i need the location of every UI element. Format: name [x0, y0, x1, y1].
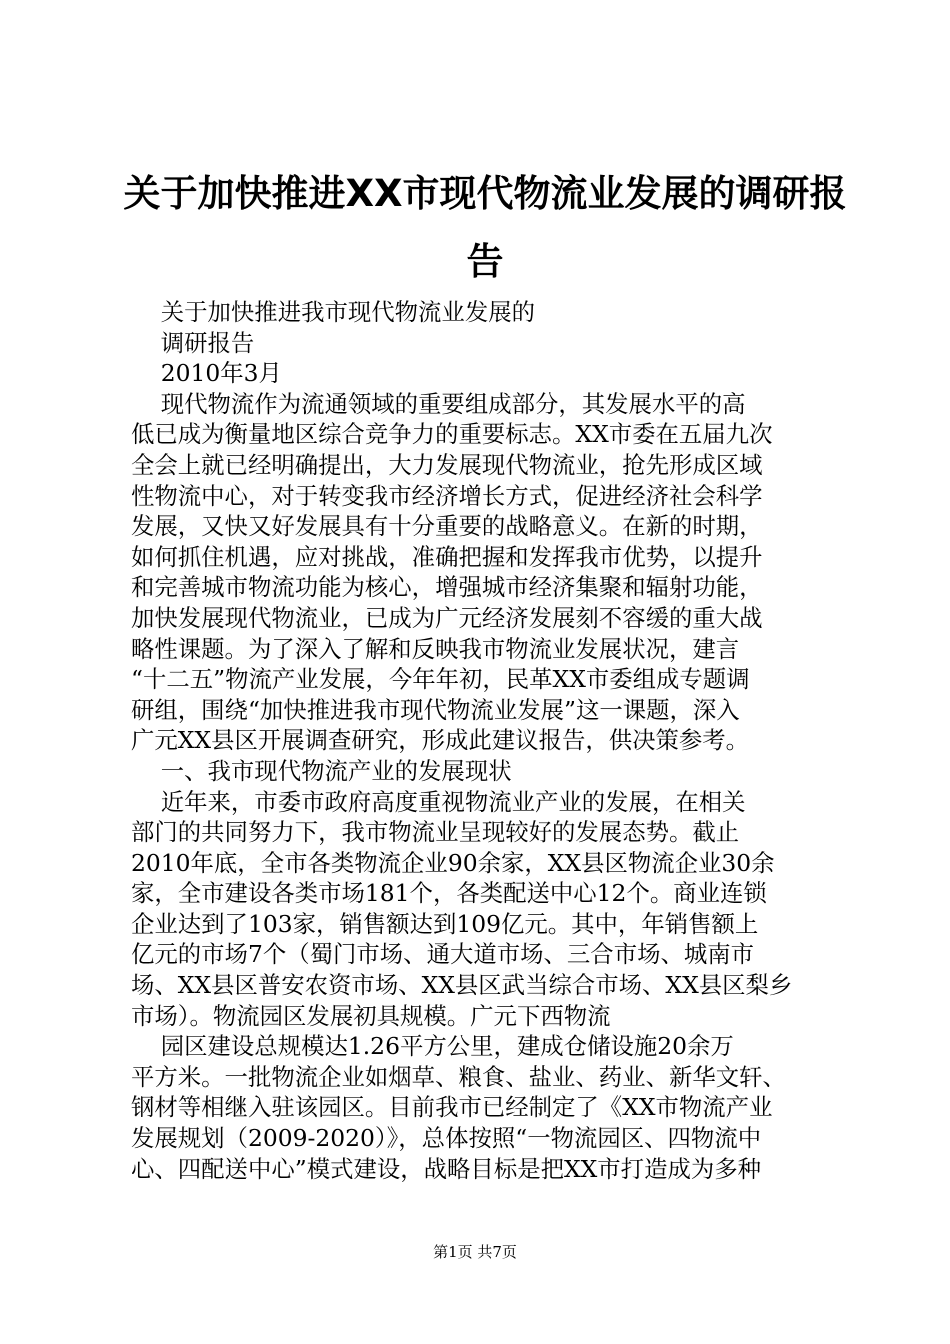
body-line: 现代物流作为流通领域的重要组成部分，其发展水平的高	[131, 389, 746, 418]
subtitle-line: 关于加快推进我市现代物流业发展的	[131, 298, 535, 326]
body-line: 企业达到了103家，销售额达到109亿元。其中，年销售额上	[131, 909, 759, 938]
document-body	[131, 297, 831, 1184]
body-line: 市场）。物流园区发展初具规模。广元下西物流	[131, 1001, 611, 1030]
body-line: 平方米。一批物流企业如烟草、粮食、盐业、药业、新华文轩、	[131, 1062, 786, 1091]
body-line: 场、XX县区普安农资市场、XX县区武当综合市场、XX县区梨乡	[131, 971, 793, 1000]
body-line: 家，全市建设各类市场181个，各类配送中心12个。商业连锁	[131, 879, 767, 908]
body-line: 广元XX县区开展调查研究，形成此建议报告，供决策参考。	[131, 726, 750, 755]
title-line-1: 关于加快推进XX市现代物流业发展的调研报	[123, 172, 847, 215]
body-line: 部门的共同努力下，我市物流业呈现较好的发展态势。截止	[131, 818, 740, 847]
body-line: 发展规划（2009-2020）》，总体按照“一物流园区、四物流中	[131, 1124, 762, 1153]
body-line: 全会上就已经明确提出，大力发展现代物流业，抢先形成区域	[131, 450, 763, 479]
body-line: 如何抓住机遇，应对挑战，准确把握和发挥我市优势，以提升	[131, 542, 763, 571]
subtitle-line: 调研报告	[131, 328, 255, 357]
body-line: 心、四配送中心”模式建设，战略目标是把XX市打造成为多种	[131, 1154, 762, 1183]
body-line: 2010年底，全市各类物流企业90余家，XX县区物流企业30余	[131, 848, 775, 877]
body-line: 近年来，市委市政府高度重视物流业产业的发展，在相关	[131, 787, 746, 816]
document-title	[100, 160, 870, 296]
body-line: 亿元的市场7个（蜀门市场、通大道市场、三合市场、城南市	[131, 940, 755, 969]
body-line: 研组，围绕“加快推进我市现代物流业发展”这一课题，深入	[131, 695, 740, 724]
section-heading: 一、我市现代物流产业的发展现状	[131, 756, 512, 785]
body-line: 发展，又快又好发展具有十分重要的战略意义。在新的时期，	[131, 512, 763, 541]
body-line: 略性课题。为了深入了解和反映我市物流业发展状况，建言	[131, 634, 740, 663]
body-line: 低已成为衡量地区综合竞争力的重要标志。XX市委在五届九次	[131, 420, 773, 449]
body-line: 园区建设总规模达1.26平方公里，建成仓储设施20余万	[131, 1032, 734, 1061]
body-line: 性物流中心，对于转变我市经济增长方式，促进经济社会科学	[131, 481, 763, 510]
date-line: 2010年3月	[131, 359, 282, 388]
body-line: 加快发展现代物流业，已成为广元经济发展刻不容缓的重大战	[131, 603, 763, 632]
body-line: “十二五”物流产业发展，今年年初，民革XX市委组成专题调	[131, 665, 750, 694]
title-line-2: 告	[466, 240, 504, 283]
page-footer: 第1页 共7页	[433, 1243, 517, 1261]
body-line: 钢材等相继入驻该园区。目前我市已经制定了《XX市物流产业	[131, 1093, 773, 1122]
body-line: 和完善城市物流功能为核心，增强城市经济集聚和辐射功能，	[131, 573, 763, 602]
